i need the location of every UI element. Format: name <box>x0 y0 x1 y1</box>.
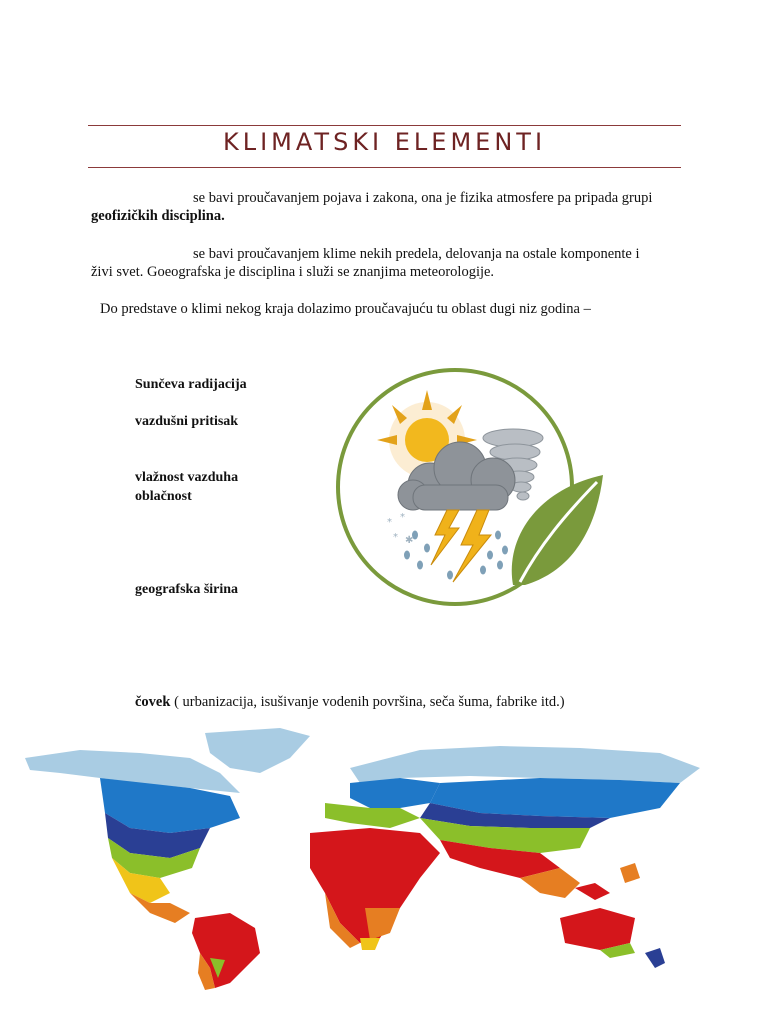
page-title: KLIMATSKI ELEMENTI <box>222 128 547 156</box>
rain-icon <box>404 531 508 580</box>
svg-text:*: * <box>387 517 392 528</box>
paragraph-climatology-line2 <box>91 263 494 281</box>
para1-bold: geofizičkih disciplina. <box>91 208 225 224</box>
para2-line1: se bavi proučavanjem klime nekih predela, delovanja na ostale komponente i <box>193 246 640 262</box>
para1-text: se bavi proučavanjem pojava i zakona, ona je fizika atmosfere pa pripada grupi <box>193 190 653 206</box>
factor-latitude: geografska širina <box>135 582 239 597</box>
factor-cloudiness: oblačnost <box>135 489 192 504</box>
top-rule <box>88 125 681 126</box>
para2-line2: živi svet. Goeografska je disciplina i služi se znanjima meteorologije. <box>91 264 495 280</box>
climate-zones-map <box>20 728 710 993</box>
paragraph-meteorology <box>193 189 673 207</box>
paragraph-meteorology-bold <box>91 207 225 225</box>
paragraph-study <box>100 300 591 318</box>
snow-icon <box>387 512 413 546</box>
factor-solar-radiation: Sunčeva radijacija <box>135 377 247 392</box>
paragraph-climatology-line1 <box>193 245 673 263</box>
human-rest: ( urbanizacija, isušivanje vodenih površina, seča šuma, fabrike itd.) <box>170 694 565 710</box>
factor-air-pressure: vazdušni pritisak <box>135 414 239 429</box>
svg-text:✱: ✱ <box>405 535 414 546</box>
human-bold: čovek <box>135 694 171 710</box>
svg-text:*: * <box>400 512 405 523</box>
human-factor <box>135 694 565 711</box>
bottom-rule <box>88 167 681 168</box>
weather-icon <box>335 360 605 615</box>
factor-humidity: vlažnost vazduha <box>135 470 239 485</box>
para3-text: Do predstave o klimi nekog kraja dolazimo proučavajuću tu oblast dugi niz godina – <box>100 301 591 317</box>
svg-text:*: * <box>393 532 398 543</box>
